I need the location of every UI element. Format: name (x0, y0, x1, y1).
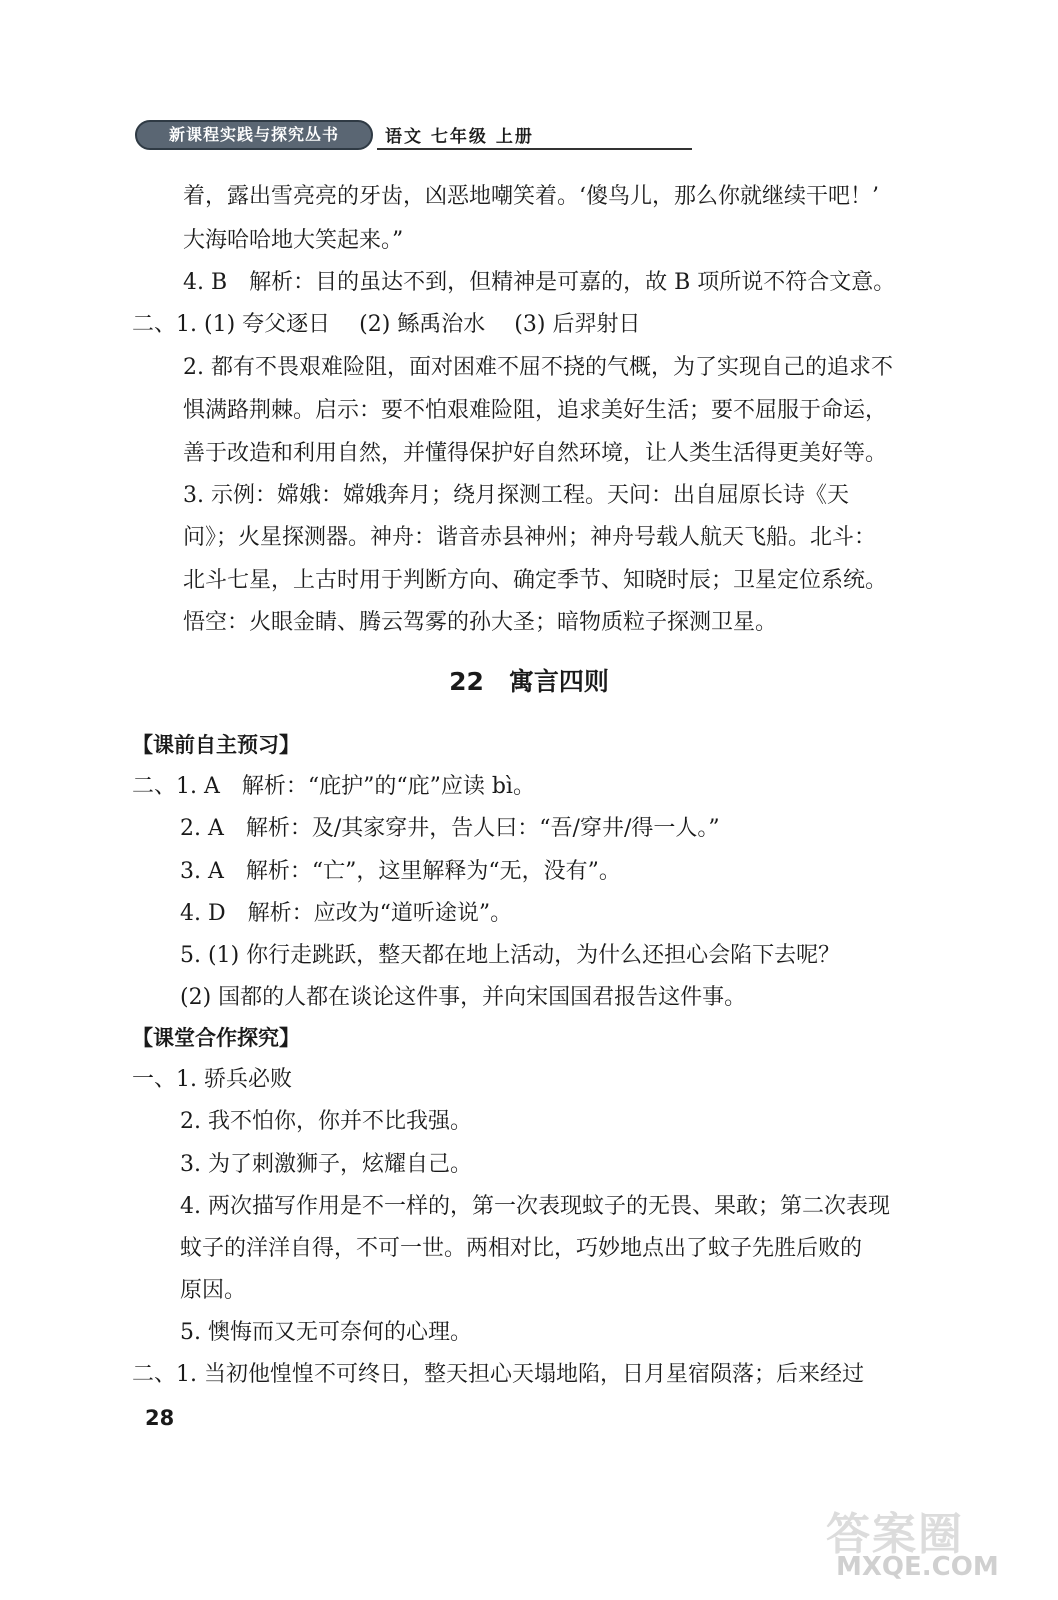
text-line: 3. 为了刺激狮子，炫耀自己。 (180, 1152, 472, 1177)
text-line: 3. A 解析：“亡”，这里解释为“无，没有”。 (180, 859, 621, 884)
text-line: 2. 我不怕你，你并不比我强。 (180, 1109, 472, 1134)
watermark-logo: 答案圈 (826, 1509, 964, 1560)
page-header (135, 116, 565, 156)
watermark-url: MXQE.COM (836, 1552, 999, 1582)
text-line: 大海哈哈地大笑起来。” (183, 228, 404, 253)
text-line: 悟空：火眼金睛、腾云驾雾的孙大圣；暗物质粒子探测卫星。 (183, 610, 778, 635)
text-line: 善于改造和利用自然，并懂得保护好自然环境，让人类生活得更美好等。 (183, 441, 888, 466)
series-badge: 新课程实践与探究丛书 (135, 120, 373, 150)
watermark (826, 1498, 1036, 1588)
text-line: 二、1. (1) 夸父逐日 (2) 鲧禹治水 (3) 后羿射日 (132, 312, 641, 337)
text-line: 原因。 (180, 1278, 247, 1303)
text-line: 2. 都有不畏艰难险阻，面对困难不屈不挠的气概，为了实现自己的追求不 (183, 355, 893, 380)
text-line: (2) 国都的人都在谈论这件事，并向宋国国君报告这件事。 (180, 985, 747, 1010)
text-line: 二、1. A 解析：“庇护”的“庇”应读 bì。 (132, 774, 535, 799)
text-line: 问》；火星探测器。神舟：谐音赤县神州；神舟号载人航天飞船。北斗： (183, 525, 877, 550)
page-number: 28 (145, 1406, 175, 1430)
text-line: 2. A 解析：及/其家穿井，告人曰：“吾/穿井/得一人。” (180, 816, 720, 841)
text-line: 着，露出雪亮亮的牙齿，凶恶地嘲笑着。‘傻鸟儿，那么你就继续干吧！’ (183, 184, 879, 209)
text-line: 4. 两次描写作用是不一样的，第一次表现蚊子的无畏、果敢；第二次表现 (180, 1194, 890, 1219)
text-line: 4. D 解析：应改为“道听途说”。 (180, 901, 513, 926)
text-line: 3. 示例：嫦娥：嫦娥奔月；绕月探测工程。天问：出自屈原长诗《天 (183, 483, 849, 508)
text-line: 一、1. 骄兵必败 (132, 1067, 292, 1092)
text-line: 蚊子的洋洋自得，不可一世。两相对比，巧妙地点出了蚊子先胜后败的 (180, 1236, 863, 1261)
text-line: 5. (1) 你行走跳跃，整天都在地上活动，为什么还担心会陷下去呢？ (180, 943, 841, 968)
text-line: 北斗七星，上古时用于判断方向、确定季节、知晓时辰；卫星定位系统。 (183, 568, 888, 593)
subject-label: 语文 七年级 上册 (385, 127, 534, 147)
section-title: 22 寓言四则 (449, 667, 609, 696)
text-line: 二、1. 当初他惶惶不可终日，整天担心天塌地陷，日月星宿陨落；后来经过 (132, 1362, 864, 1387)
text-line: 4. B 解析：目的虽达不到，但精神是可嘉的，故 B 项所说不符合文意。 (183, 270, 896, 295)
header-rule (377, 148, 692, 150)
section-heading: 【课前自主预习】 (132, 733, 300, 757)
section-heading: 【课堂合作探究】 (132, 1026, 300, 1050)
text-line: 5. 懊悔而又无可奈何的心理。 (180, 1320, 472, 1345)
text-line: 惧满路荆棘。启示：要不怕艰难险阻，追求美好生活；要不屈服于命运， (183, 398, 888, 423)
